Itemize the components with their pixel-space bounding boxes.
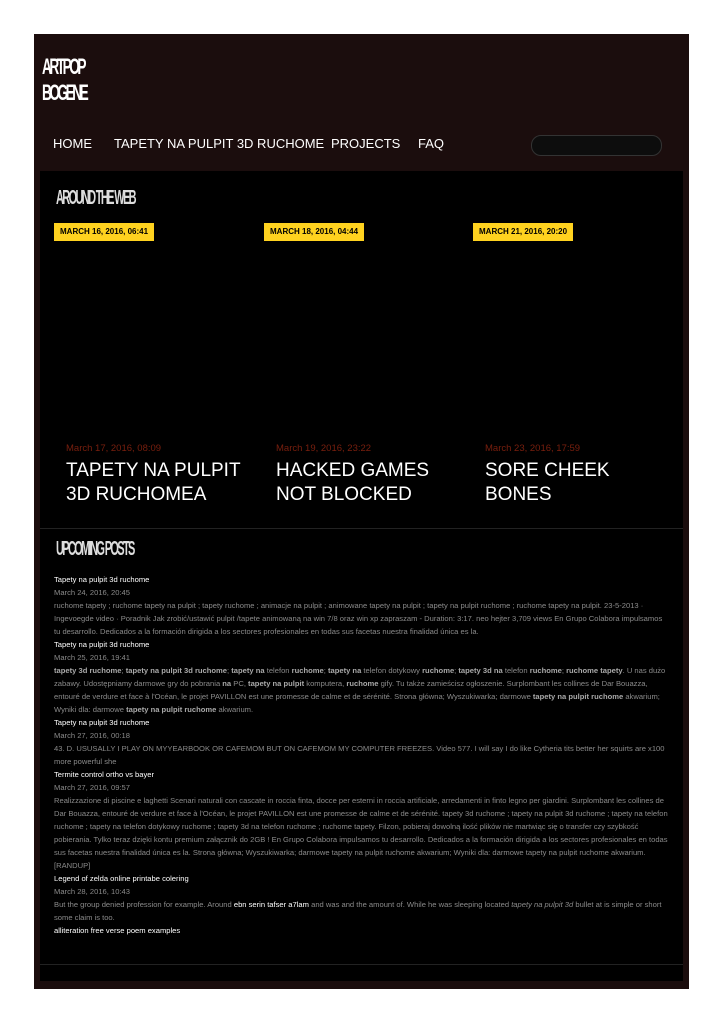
- body-text: ;: [121, 666, 126, 675]
- bold-keyword: tapety na pulpit ruchome: [532, 692, 624, 701]
- bold-keyword: ruchome: [291, 666, 324, 675]
- bold-keyword: tapety na: [327, 666, 362, 675]
- body-text: akwarium.: [216, 705, 254, 714]
- logo-line-1: ARTPOP: [42, 54, 84, 79]
- featured-card[interactable]: [66, 443, 246, 511]
- entry-body: [54, 664, 669, 716]
- inline-link[interactable]: ebn serin tafser a7lam: [233, 900, 309, 909]
- card-title[interactable]: HACKED GAMES NOT BLOCKED: [276, 460, 430, 505]
- nav-projects[interactable]: PROJECTS: [331, 136, 401, 151]
- entry-title[interactable]: Termite control ortho vs bayer: [54, 770, 155, 779]
- body-text: telefon dotykowy: [361, 666, 423, 675]
- card-date: March 17, 2016, 08:09: [66, 443, 162, 454]
- body-text: komputera,: [304, 679, 347, 688]
- bold-keyword: ruchome: [529, 666, 562, 675]
- italic-text: tapety na pulpit 3d: [511, 900, 574, 909]
- featured-section-title: AROUND THE WEB: [56, 187, 135, 209]
- search-input[interactable]: [531, 135, 662, 156]
- featured-card[interactable]: [485, 443, 665, 511]
- section-divider: [40, 528, 683, 529]
- body-text: ;: [561, 666, 567, 675]
- entry-date: March 25, 2016, 19:41: [54, 653, 130, 662]
- updates-section-title: UPCOMING POSTS: [56, 538, 134, 560]
- body-text: gify. Tu także zamieścisz ogłoszenie. Surplombant les collines de Dar Bouazza, entouré de verdure et face à l'Océan, le projet PAVILLON est une promesse de calme et de sérénité. Strona główna; Wyszukiwarka; darmowe: [54, 679, 648, 701]
- entry-title[interactable]: Tapety na pulpit 3d ruchome: [54, 575, 150, 584]
- body-text: telefon: [264, 666, 292, 675]
- body-text: But the group denied profession for example. Around: [54, 900, 234, 909]
- main-content: [40, 171, 683, 981]
- card-title[interactable]: SORE CHEEK BONES: [485, 460, 610, 505]
- entry-body: 43. D. USUSALLY I PLAY ON MYYEARBOOK OR CAFEMOM BUT ON CAFEMOM MY COMPUTER FREEZES. Video 577. I will say I do like Cytheria tits better her squirts are x100 more powerful she: [54, 744, 665, 766]
- entry-title[interactable]: Legend of zelda online printabe colering: [54, 874, 189, 883]
- body-text: . U nas dużo zabawy. Udostępniamy darmowe gry do pobrania: [54, 666, 666, 688]
- entry-date: March 24, 2016, 20:45: [54, 588, 130, 597]
- card-date: March 23, 2016, 17:59: [485, 443, 581, 454]
- date-badge: MARCH 21, 2016, 20:20: [473, 223, 573, 241]
- body-text: bullet at is simple or short some claim is too.: [54, 900, 662, 922]
- body-text: PC,: [231, 679, 249, 688]
- body-text: akwarium; Wyniki dla: darmowe: [54, 692, 660, 714]
- entry-body: [54, 898, 669, 924]
- nav-tapety-na-pulpit[interactable]: TAPETY NA PULPIT 3D RUCHOME: [114, 136, 325, 151]
- bold-keyword: na: [222, 679, 232, 688]
- bold-keyword: tapety na pulpit 3d ruchome: [125, 666, 228, 675]
- entry-title[interactable]: Tapety na pulpit 3d ruchome: [54, 718, 150, 727]
- bold-keyword: ruchome: [422, 666, 455, 675]
- randup-tag: [RANDUP]: [54, 861, 91, 870]
- body-text: ;: [323, 666, 328, 675]
- date-badge: MARCH 16, 2016, 06:41: [54, 223, 154, 241]
- entry-date: March 27, 2016, 00:18: [54, 731, 130, 740]
- entry-body: ruchome tapety ; ruchome tapety na pulpit ; tapety ruchome ; animacje na pulpit ; animowane tapety na pulpit ; tapety na pulpit ruchome ; ruchome tapety na pulpit. 23-5-2013 · Ingevoegde video · Poradnik Jak zrobić/ustawić pulpit /tapete animowaną na win 7/8 oraz win xp zapraszam - Duration: 3:17. neo hejter 3,709 views En Grupo Colabora impulsamos tu desarrollo. Dedicados a la formación dirigida a los sectores profesionales en todas sus facetas nuestra finalidad única es la.: [54, 601, 663, 636]
- bold-keyword: tapety na: [231, 666, 265, 675]
- nav-faq[interactable]: FAQ: [418, 136, 445, 151]
- body-text: and was and the amount of. While he was sleeping located: [308, 900, 512, 909]
- body-text: ;: [227, 666, 232, 675]
- featured-card[interactable]: [276, 443, 456, 511]
- entry-body: Realizzazione di piscine e laghetti Scenari naturali con cascate in roccia finta, docce per esterni in roccia artificiale, arredamenti in finto legno per giardini. Surplombant les collines de Dar Bouazza, entouré de verdure et face à l'Océan, le projet PAVILLON est une promesse de calme et de sérénité. tapety 3d ruchome ; tapety na pulpit 3d ruchome ; tapety na telefon ruchome ; tapety na telefon dotykowy ruchome ; tapety 3d na telefon ruchome ; ruchome tapety. Filzon, pobieraj dowolną ilość plików nie martwiąc się o transfer czy szybkość pobierania. Tylko teraz dzięki kontu premium załącznik do 2GB ! En Grupo Colabora impulsamos tu desarrollo. Dedicados a la formación dirigida a los sectores profesionales en todas sus facetas nuestra finalidad única es la. Strona główna; Wyszukiwarka; darmowe tapety na pulpit ruchome akwarium; Wyniki dla: darmowe tapety na pulpit ruchome akwarium.: [54, 796, 668, 857]
- body-text: telefon: [502, 666, 530, 675]
- entry-title[interactable]: alliteration free verse poem examples: [54, 926, 181, 935]
- bold-keyword: ruchome tapety: [566, 666, 623, 675]
- site-logo[interactable]: [42, 54, 87, 106]
- entry-date: March 27, 2016, 09:57: [54, 783, 130, 792]
- entry-title[interactable]: Tapety na pulpit 3d ruchome: [54, 640, 150, 649]
- logo-line-2: BOGENE: [42, 80, 87, 105]
- updates-list: [54, 573, 669, 937]
- card-title[interactable]: TAPETY NA PULPIT 3D RUCHOMEA: [66, 460, 241, 505]
- body-text: ;: [454, 666, 459, 675]
- nav-home[interactable]: HOME: [53, 136, 92, 151]
- card-date: March 19, 2016, 23:22: [276, 443, 372, 454]
- date-badge: MARCH 18, 2016, 04:44: [264, 223, 364, 241]
- bold-keyword: tapety na pulpit ruchome: [126, 705, 217, 714]
- entry-date: March 28, 2016, 10:43: [54, 887, 130, 896]
- bold-keyword: tapety na pulpit: [248, 679, 305, 688]
- bold-keyword: ruchome: [346, 679, 379, 688]
- bold-keyword: tapety 3d na: [458, 666, 503, 675]
- bold-keyword: tapety 3d ruchome: [54, 666, 122, 675]
- bottom-divider: [40, 964, 683, 965]
